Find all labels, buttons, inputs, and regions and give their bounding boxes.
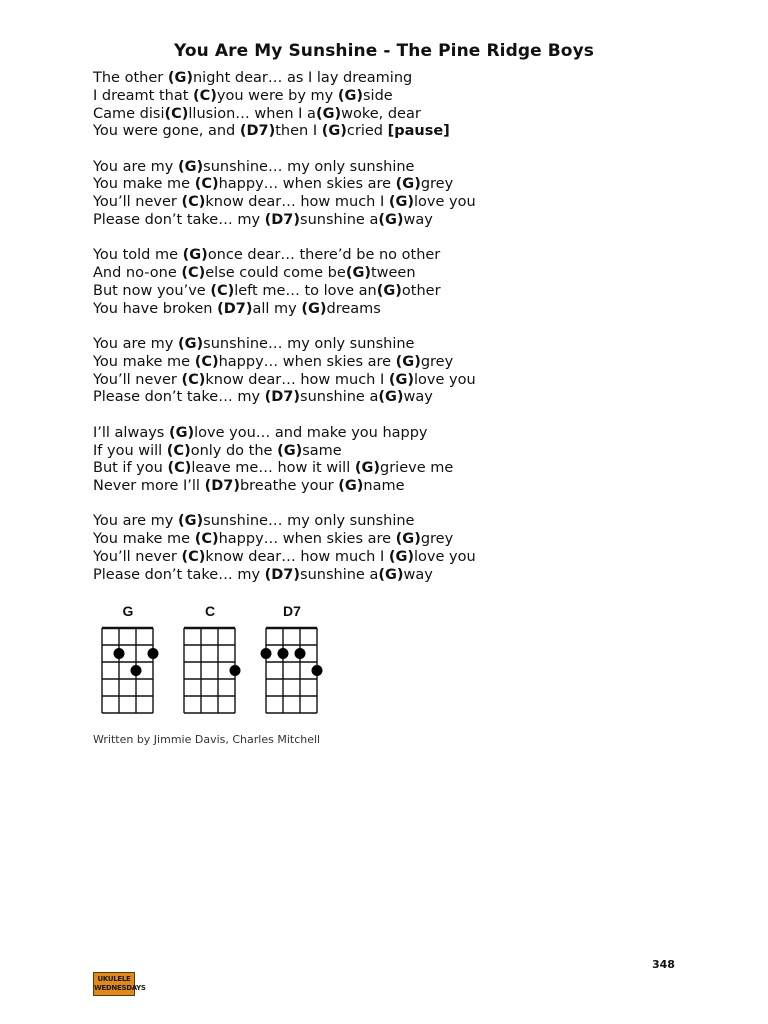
chord-marker: (C) (193, 87, 217, 104)
chord-marker: (C) (166, 442, 191, 459)
chord-diagrams (0, 600, 768, 720)
chord-marker: (G) (354, 460, 381, 477)
lyric-text: happy… when skies are (218, 353, 396, 370)
chord-marker: (G) (177, 158, 204, 175)
chord-marker: (D7) (264, 389, 301, 406)
chord-marker: (G) (378, 566, 404, 583)
lyric-line (93, 531, 693, 549)
songwriter-credit: Written by Jimmie Davis, Charles Mitchell (93, 733, 321, 746)
chord-name: D7 (283, 603, 301, 619)
lyric-text: The other (93, 70, 168, 86)
lyric-text: happy… when skies are (218, 176, 396, 193)
lyric-line (93, 460, 693, 478)
lyric-text: once dear… there’d be no other (207, 247, 441, 264)
lyric-text: grieve me (380, 460, 454, 477)
chord-marker: (D7) (217, 300, 253, 317)
lyric-text: only do the (190, 442, 278, 459)
lyric-text: You are my (93, 158, 178, 175)
lyric-text: You make me (93, 353, 195, 370)
lyric-text: know dear… how much I (205, 371, 389, 388)
chord-marker: (G) (177, 513, 204, 530)
chord-marker: (G) (177, 336, 204, 353)
chord-marker: (G) (301, 300, 327, 317)
chord-marker: (G) (395, 531, 421, 548)
lyric-text: woke, dear (341, 105, 421, 122)
lyric-line (93, 123, 693, 141)
chord-marker: (G) (378, 212, 404, 229)
chord-diagram-g (93, 600, 163, 715)
lyric-line (93, 301, 693, 319)
lyric-text: tween (370, 265, 416, 282)
chord-marker: [pause] (387, 123, 450, 140)
verse (93, 159, 693, 230)
lyric-text: cried (346, 123, 388, 140)
chord-marker: (G) (338, 478, 364, 495)
lyrics-body (93, 70, 693, 602)
verse (93, 247, 693, 318)
lyric-text: night dear… as I lay dreaming (192, 70, 413, 86)
lyric-text: side (363, 87, 393, 104)
lyric-text: You have broken (93, 300, 218, 317)
chord-marker: (G) (376, 282, 402, 299)
lyric-line (93, 176, 693, 194)
lyric-text: same (302, 442, 342, 459)
lyric-text: love you… and make you happy (194, 424, 428, 441)
lyric-text: love you (414, 371, 476, 388)
chord-marker: (G) (395, 176, 421, 193)
lyric-line (93, 70, 693, 88)
lyric-line (93, 159, 693, 177)
lyric-text: sunshine a (300, 212, 379, 229)
lyric-text: sunshine… my only sunshine (203, 158, 415, 175)
chord-marker: (C) (194, 531, 219, 548)
lyric-line (93, 194, 693, 212)
lyric-line (93, 478, 693, 496)
chord-diagram-d7 (257, 600, 327, 715)
chord-marker: (C) (194, 353, 219, 370)
chord-marker: (G) (395, 353, 421, 370)
chord-marker: (G) (321, 123, 347, 140)
lyric-text: Never more I’ll (93, 478, 205, 495)
lyric-line (93, 549, 693, 567)
chord-marker: (D7) (264, 566, 301, 583)
lyric-text: You’ll never (93, 549, 182, 566)
lyric-text: grey (420, 531, 454, 548)
lyric-line (93, 389, 693, 407)
lyric-text: breathe your (239, 478, 339, 495)
chord-marker: (G) (337, 87, 363, 104)
lyric-text: all my (252, 300, 302, 317)
finger-dot (148, 648, 159, 659)
verse (93, 425, 693, 496)
chord-marker: (G) (167, 70, 193, 86)
chord-marker: (C) (181, 371, 206, 388)
chord-marker: (C) (210, 282, 235, 299)
chord-name: C (204, 603, 216, 619)
finger-dot (295, 648, 306, 659)
lyric-text: love you (414, 549, 476, 566)
lyric-line (93, 212, 693, 230)
lyric-text: sunshine… my only sunshine (203, 336, 415, 353)
lyric-text: If you will (93, 442, 167, 459)
lyric-text: You told me (93, 247, 183, 264)
lyric-line (93, 88, 693, 106)
lyric-line (93, 283, 693, 301)
chord-marker: (G) (388, 194, 415, 211)
chord-marker: (G) (182, 247, 208, 264)
chord-marker: (D7) (239, 123, 276, 140)
lyric-text: grey (420, 176, 454, 193)
verse (93, 513, 693, 584)
lyric-text: else could come be (205, 265, 346, 282)
finger-dot (114, 648, 125, 659)
lyric-line (93, 372, 693, 390)
chord-marker: (G) (388, 549, 415, 566)
page-number: 348 (652, 958, 675, 971)
logo-line-2: WEDNESDAYS (94, 984, 146, 992)
finger-dot (131, 665, 142, 676)
chord-marker: (D7) (204, 478, 240, 495)
verse (93, 336, 693, 407)
chord-marker: (D7) (264, 212, 301, 229)
lyric-text: then I (275, 123, 322, 140)
lyric-text: And no-one (93, 265, 182, 282)
finger-dot (261, 648, 272, 659)
chord-marker: (C) (164, 105, 189, 122)
lyric-text: other (401, 282, 441, 299)
lyric-line (93, 425, 693, 443)
lyric-text: You’ll never (93, 371, 182, 388)
lyric-text: know dear… how much I (205, 549, 389, 566)
chord-marker: (G) (277, 442, 303, 459)
lyric-text: You were gone, and (93, 123, 240, 140)
verse (93, 70, 693, 141)
song-title: You Are My Sunshine - The Pine Ridge Boys (173, 41, 594, 61)
lyric-text: sunshine… my only sunshine (203, 513, 415, 530)
lyric-text: But if you (93, 460, 168, 477)
lyric-text: way (403, 389, 433, 406)
lyric-text: I’ll always (93, 424, 169, 441)
lyric-text: name (363, 478, 405, 495)
chord-marker: (C) (181, 194, 206, 211)
lyric-text: grey (420, 353, 454, 370)
ukulele-wednesdays-logo (93, 972, 146, 996)
lyric-text: sunshine a (300, 566, 379, 583)
lyric-text: You are my (93, 513, 178, 530)
lyric-text: Please don’t take… my (93, 212, 265, 229)
lyric-line (93, 247, 693, 265)
lyric-text: You make me (93, 531, 195, 548)
lyric-text: dreams (326, 300, 381, 317)
finger-dot (278, 648, 289, 659)
lyric-line (93, 265, 693, 283)
chord-marker: (G) (388, 371, 415, 388)
chord-marker: (G) (378, 389, 404, 406)
chord-marker: (C) (167, 460, 192, 477)
lyric-text: left me… to love an (234, 282, 377, 299)
lyric-text: Please don’t take… my (93, 389, 265, 406)
lyric-text: leave me… how it will (191, 460, 355, 477)
lyric-text: sunshine a (300, 389, 379, 406)
lyric-line (93, 567, 693, 585)
lyric-text: Came disi (93, 105, 165, 122)
finger-dot (312, 665, 323, 676)
chord-marker: (C) (181, 549, 206, 566)
chord-marker: (C) (181, 265, 206, 282)
lyric-line (93, 354, 693, 372)
lyric-text: llusion… when I a (188, 105, 316, 122)
chord-diagram-c (175, 600, 245, 715)
lyric-line (93, 106, 693, 124)
lyric-text: But now you’ve (93, 282, 211, 299)
lyric-text: way (403, 212, 433, 229)
chord-marker: (C) (194, 176, 219, 193)
lyric-text: You’ll never (93, 194, 182, 211)
lyric-text: love you (414, 194, 476, 211)
chord-marker: (G) (345, 265, 371, 282)
lyric-line (93, 336, 693, 354)
finger-dot (230, 665, 241, 676)
chord-marker: (G) (315, 105, 342, 122)
lyric-text: Please don’t take… my (93, 566, 265, 583)
lyric-text: know dear… how much I (205, 194, 389, 211)
lyric-line (93, 513, 693, 531)
lyric-line (93, 443, 693, 461)
lyric-text: You make me (93, 176, 195, 193)
lyric-text: way (403, 566, 433, 583)
chord-marker: (G) (168, 424, 195, 441)
chord-name: G (122, 603, 134, 619)
lyric-text: you were by my (216, 87, 338, 104)
lyric-text: I dreamt that (93, 87, 194, 104)
lyric-text: happy… when skies are (218, 531, 396, 548)
logo-line-1: UKULELE (97, 975, 131, 983)
lyric-text: You are my (93, 336, 178, 353)
